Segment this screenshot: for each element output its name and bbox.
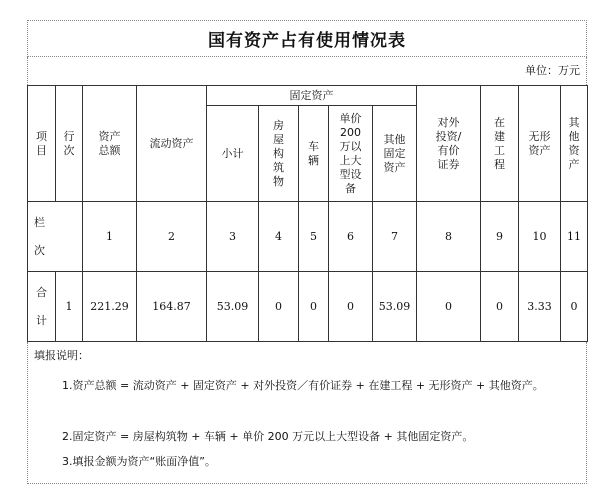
notes-title: 填报说明： xyxy=(34,349,89,362)
fixed-subtotal-value: 53.09 xyxy=(207,272,259,342)
column-number: 10 xyxy=(519,202,561,272)
column-number: 5 xyxy=(299,202,329,272)
total-assets-value: 221.29 xyxy=(83,272,137,342)
intangible-value: 3.33 xyxy=(519,272,561,342)
large-equipment-value: 0 xyxy=(329,272,373,342)
header-intangible: 无形 资产 xyxy=(519,86,561,202)
note-item: 1.资产总额 = 流动资产 + 固定资产 + 对外投资／有价证券 + 在建工程 + 无形资产 + 其他资产。 xyxy=(62,379,544,392)
header-subtotal: 小计 xyxy=(207,106,259,202)
header-other-fixed: 其他 固定 资产 xyxy=(373,106,417,202)
header-buildings: 房 屋 构 筑 物 xyxy=(259,106,299,202)
header-row: 行 次 xyxy=(56,86,83,202)
header-current-assets: 流动资产 xyxy=(137,86,207,202)
report-title: 国有资产占有使用情况表 xyxy=(27,20,587,57)
header-investments: 对外 投资/ 有价 证券 xyxy=(417,86,481,202)
buildings-value: 0 xyxy=(259,272,299,342)
total-row-label: 合 计 xyxy=(28,272,56,342)
header-large-equipment: 单价 200 万以 上大 型设 备 xyxy=(329,106,373,202)
note-item: 3.填报金额为资产“账面净值”。 xyxy=(62,455,216,468)
column-number: 8 xyxy=(417,202,481,272)
filing-notes xyxy=(27,342,587,484)
column-number-label: 栏 次 xyxy=(28,202,83,272)
other-assets-value: 0 xyxy=(561,272,588,342)
header-other-assets: 其 他 资 产 xyxy=(561,86,588,202)
asset-table xyxy=(27,85,588,342)
header-construction: 在 建 工 程 xyxy=(481,86,519,202)
column-number: 9 xyxy=(481,202,519,272)
header-item: 项 目 xyxy=(28,86,56,202)
unit-label: 单位：万元 xyxy=(27,57,587,85)
column-number: 6 xyxy=(329,202,373,272)
header-fixed-assets-group: 固定资产 xyxy=(207,86,417,106)
total-row-number: 1 xyxy=(56,272,83,342)
construction-value: 0 xyxy=(481,272,519,342)
other-fixed-value: 53.09 xyxy=(373,272,417,342)
column-number: 1 xyxy=(83,202,137,272)
column-number-row xyxy=(28,202,588,272)
column-number: 4 xyxy=(259,202,299,272)
column-number: 7 xyxy=(373,202,417,272)
total-row xyxy=(28,272,588,342)
investments-value: 0 xyxy=(417,272,481,342)
header-vehicles: 车 辆 xyxy=(299,106,329,202)
column-number: 3 xyxy=(207,202,259,272)
current-assets-value: 164.87 xyxy=(137,272,207,342)
column-number: 11 xyxy=(561,202,588,272)
vehicles-value: 0 xyxy=(299,272,329,342)
column-number: 2 xyxy=(137,202,207,272)
header-total-assets: 资产 总额 xyxy=(83,86,137,202)
note-item: 2.固定资产 = 房屋构筑物 + 车辆 + 单价 200 万元以上大型设备 + 其他固定资产。 xyxy=(62,430,474,443)
